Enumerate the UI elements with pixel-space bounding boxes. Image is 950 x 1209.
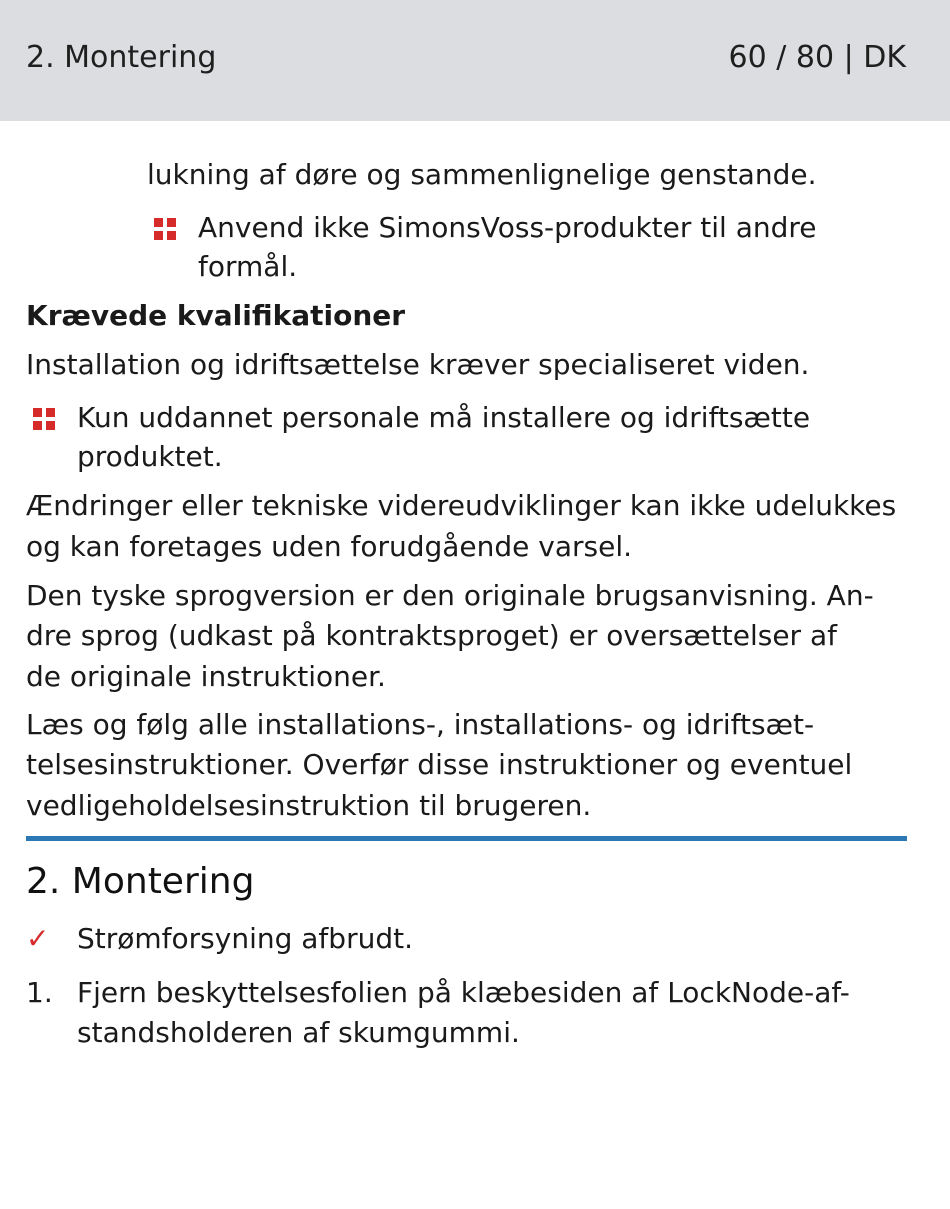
paragraph-line: og kan foretages uden forudgående varsel. [26,530,633,563]
qualifications-heading: Krævede kvalifikationer [26,299,406,332]
step-text: standsholderen af skumgummi. [77,1016,520,1049]
bullet-text: produktet. [77,440,223,473]
paragraph-line: Den tyske sprogversion er den originale brugsanvisning. An- [26,579,874,612]
header-page-number: 60 / 80 | DK [728,40,906,75]
continuation-line: lukning af døre og sammenlignelige genstande. [147,158,817,191]
bullet-text: Kun uddannet personale må installere og idriftsætte [77,401,811,434]
page-header [0,0,950,121]
paragraph-line: vedligeholdelsesinstruktion til brugeren. [26,789,592,822]
paragraph-line: dre sprog (udkast på kontraktsproget) er oversættelser af [26,619,837,652]
bullet-text: formål. [198,250,298,283]
step-number: 1. [26,976,53,1009]
paragraph-line: Læs og følg alle installations-, installations- og idriftsæt- [26,708,815,741]
bullet-square-icon [33,408,55,430]
bullet-text: Anvend ikke SimonsVoss-produkter til andre [198,211,817,244]
paragraph-line: telsesinstruktioner. Overfør disse instruktioner og eventuel [26,748,853,781]
paragraph-line: de originale instruktioner. [26,660,386,693]
section-divider [26,836,907,841]
section-heading: 2. Montering [26,861,255,902]
precondition-text: Strømforsyning afbrudt. [77,922,413,955]
checkmark-icon: ✓ [26,922,50,955]
qualifications-text: Installation og idriftsættelse kræver specialiseret viden. [26,348,810,381]
header-section-title: 2. Montering [26,40,217,75]
paragraph-line: Ændringer eller tekniske videreudviklinger kan ikke udelukkes [26,489,897,522]
step-text: Fjern beskyttelsesfolien på klæbesiden af LockNode-af- [77,976,850,1009]
bullet-square-icon [154,218,176,240]
